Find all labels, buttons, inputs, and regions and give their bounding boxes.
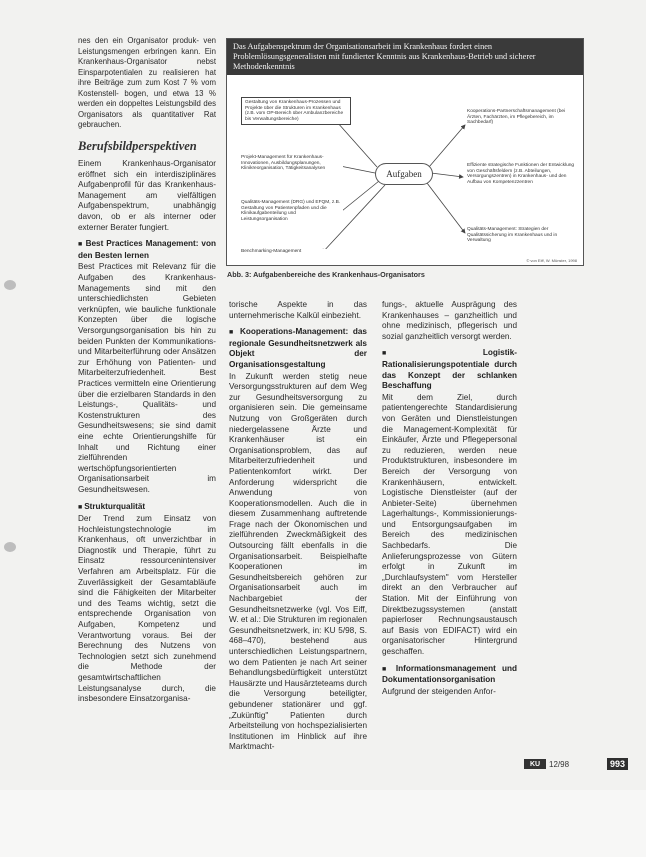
subsection-heading: ■ Strukturqualität — [78, 502, 216, 514]
page-number: 993 — [607, 758, 628, 770]
text-line: Organisators als quantitativer — [78, 109, 195, 119]
figure-title: Das Aufgabenspektrum der Organisationsarbeit im Krankenhaus fordert einen Problemlösungsgeneralisten mit fundierter Kenntnis aus Krankenhaus-Betrieb und sicherer Methodenkenntnis — [227, 39, 583, 75]
text-line: ven Leistungsmengen erbringen kann. Ein Krankenhaus-Organisator — [78, 36, 216, 66]
column-3 — [382, 300, 517, 703]
subsection-heading: ■ Kooperations-Management: das regionale Gesundheitsnetzwerk als Objekt der Organisationsgestaltung — [229, 327, 367, 370]
page-footer — [524, 757, 628, 771]
subsection-heading: ■ Best Practices Management: von den Besten lernen — [78, 239, 216, 261]
col1-best-practices: Best Practices mit Relevanz für die Aufgaben des Krankenhaus-Managements sind mit den unterschiedlichsten Gebieten verknüpfen, wie bauliche funktionale Konzepten über die logische Versorgungsorganisation bis hin zu beiden Punkten der Kommunikations- und Mitarbeiterführung oder Ansätzen zur Erhöhung von Patienten- und Mitarbeiterzufriedenheit. Best Practices vermitteln eine Orientierung über die erzielbaren Standards in den Leistungs-, Qualitäts- und Kostenstrukturen des Gesundheitswesens; sie sind damit eine echte Orientierungshilfe für Inhalt und Richtung einer zielführenden wertschöpfungsorientierten Organisationsarbeit im Gesundheitswesen. — [78, 262, 216, 494]
col3-information: Aufgrund der steigenden Anfor- — [382, 686, 496, 696]
task-box-right: Effiziente strategische Funktionen der Entwicklung von Geschäftsfeldern (z.B. Abteilungen, Versorgungszentren) in Krankenhaus- und den Aufbau von Kompetenzzentren — [467, 163, 575, 185]
section-heading: Berufsbildperspektiven — [78, 138, 197, 153]
text-line: hat ihre Beiträge zum zum Kost 7 % vom Kostenstell- — [78, 67, 216, 98]
subsection-heading: ■ Logistik-Rationalisierungspotentiale durch das Konzept der schlanken Beschaffung — [382, 348, 517, 391]
column-2 — [229, 300, 367, 759]
task-box-left: Projekt-Management für Krankenhaus-Innovationen, Ausbildungsplanungen, Klinikreorganisation, Tätigkeitsanalysen — [241, 155, 343, 172]
text-line: bogen, und etwa 13 % werden — [78, 88, 216, 108]
figure-credit: © von Eiff, W. Münster, 1998 — [526, 258, 577, 263]
col2-kooperation: In Zukunft werden stetig neue Versorgungsstrukturen auf dem Weg zur Gesundheitsversorgung zu organisieren sein. Die gemeinsame Nutzung von Großgeräten durch niedergelassene Ärzte und Krankenhäuser ist ein Organisationsproblem, das auf Mitarbeiterzufriedenheit und Patientenkomfort wirkt. Der Anforderung widerspricht die Anwendung von Kooperationsmodellen. Auch die in diesem Zusammenhang auftretende Frage nach der Ökonomischen und zielführenden Zweckmäßigkeit des Outsourcing fällt ebenfalls in die Organisationsarbeit. Beispielhafte Kooperationen im Gesundheitsbereich gehören zur Organisationsarbeit auch im Nachbargebiet der Gesundheitsnetzwerke (vgl. Vos Eiff, W. et al.: Die Strukturen im regionalen Gesundheitsnetzwerk, in: KU 5/98, S. 468–470), bestehend aus unterschiedlichen Leistungspartnern, wo dem Patienten je nach Art seiner Behandlungsbedürftigkeit unterstützt Hausärzte und Hausärzteteams durch die Versorgung beteiligter, gebundener stationärer und ggf. „Zukünftig" Patienten durch Arbeitsteilung von hochspezialisierten Institutionen im Hinblick auf ihre Marktmacht- — [229, 371, 367, 752]
text-line: ein doppeltes Leistungsbild des — [106, 99, 216, 108]
figure-caption: Abb. 3: Aufgabenbereiche des Krankenhaus-Organisators — [227, 270, 425, 279]
issue-number: 12/98 — [549, 759, 570, 769]
col3-logistik: Mit dem Ziel, durch patientengerechte Standardisierung von Geräten und Dienstleistungen die Management-Komplexität für Einkäufer, Ärzte und Pflegepersonal zu reduzieren, werden neue Produktstrukturen, insbesondere im Bereich der Versorgung von Krankenhäusern, entwickelt. Logistische Dienstleister (auf der Anbieter-Seite) übernehmen Lagerhaltungs-, Kommissionierungs- und Entsorgungsaufgaben im Bereich des medizinischen Sachbedarfs. Die Anlieferungsprozesse von Gütern erfolgt in Zukunft im „Durchlaufsystem" vom Hersteller direkt an den Verbraucher auf Station. Mit der Einführung von Direktbezugssystemen (anstatt papierloser Rechnungsaustausch auf Basis von EDIFACT) wird ein organisatorischer Hintergrund geschaffen. — [382, 392, 517, 656]
text-line: Rat gebrauchen. — [78, 109, 216, 129]
col2-intro: torische Aspekte in das unternehmerische Kalkül einbezieht. — [229, 300, 367, 320]
subsection-heading: ■ Informationsmanagement und Dokumentationsorganisation — [382, 664, 517, 686]
text-line: nebst Einsparpotentialen zu realisieren — [78, 57, 216, 77]
task-box-right: Kooperations-Partnerschaftsmanagement (bei Ärzten, Fachärzten, im Pflegebereich, im Sachbedarf) — [467, 109, 575, 126]
task-box-left: Benchmarking-Management — [241, 249, 331, 255]
col1-intro: Einem Krankenhaus-Organisator eröffnet sich ein interdisziplinäres Aufgabenprofil für das Krankenhaus-Management am vielfältigen Aufgabenspektrum, unabhängig davon, ob er als interner oder externer Berater fungiert. — [78, 159, 216, 232]
col3-intro: fungs-, aktuelle Ausprägung des Krankenhauses – ganzheitlich und ohne medizinisch, pflegerisch und sozial ganzheitlich versorgt werden. — [382, 300, 517, 341]
column-1 — [78, 36, 216, 711]
figure-box — [226, 38, 584, 266]
binding-hole — [4, 280, 16, 290]
journal-logo: KU — [524, 759, 546, 769]
task-box-right: Qualitäts-Management: Strategien der Qualitätssicherung im Krankenhaus und in Verwaltung — [467, 227, 575, 244]
col1-top-text — [78, 36, 216, 131]
page-margin — [0, 790, 646, 857]
figure-diagram — [227, 75, 583, 265]
task-box-left: Qualitäts-Management (DRG) und EFQM, z.B. Gestaltung von Patientenpfaden und die Klinikaufgabenteilung und Leistungsorganisation — [241, 200, 343, 222]
text-line: nes den ein Organisator produk- — [78, 36, 199, 45]
task-box-left: Gestaltung von Krankenhaus-Prozessen und Projekte über die Strukturen im Krankenhaus (z.B. vom OP-Bereich über Ambulanzbereiche bis Verwaltungsbereiche) — [241, 97, 351, 125]
col1-struktur: Der Trend zum Einsatz von Hochleistungstechnologie im Krankenhaus, oft unverzichtbar in Diagnostik und Therapie, führt zu Einsatz ressourcenintensiver Verfahren am Arbeitsplatz. Für die Zuverlässigkeit der Gesamtabläufe sind die Fähigkeiten der Mitarbeiter und des Teams wichtig, setzt die entsprechende Organisation von Aufgaben, Kompetenz und Verantwortung voraus. Bei der Berechnung des Nutzens von Technologien setzt sich zunehmend die Methode der gesamtwirtschaftlichen Leistungsanalyse durch, die insbesondere Einsatzorganisa- — [78, 514, 216, 704]
binding-hole — [4, 542, 16, 552]
center-node: Aufgaben — [375, 163, 433, 185]
